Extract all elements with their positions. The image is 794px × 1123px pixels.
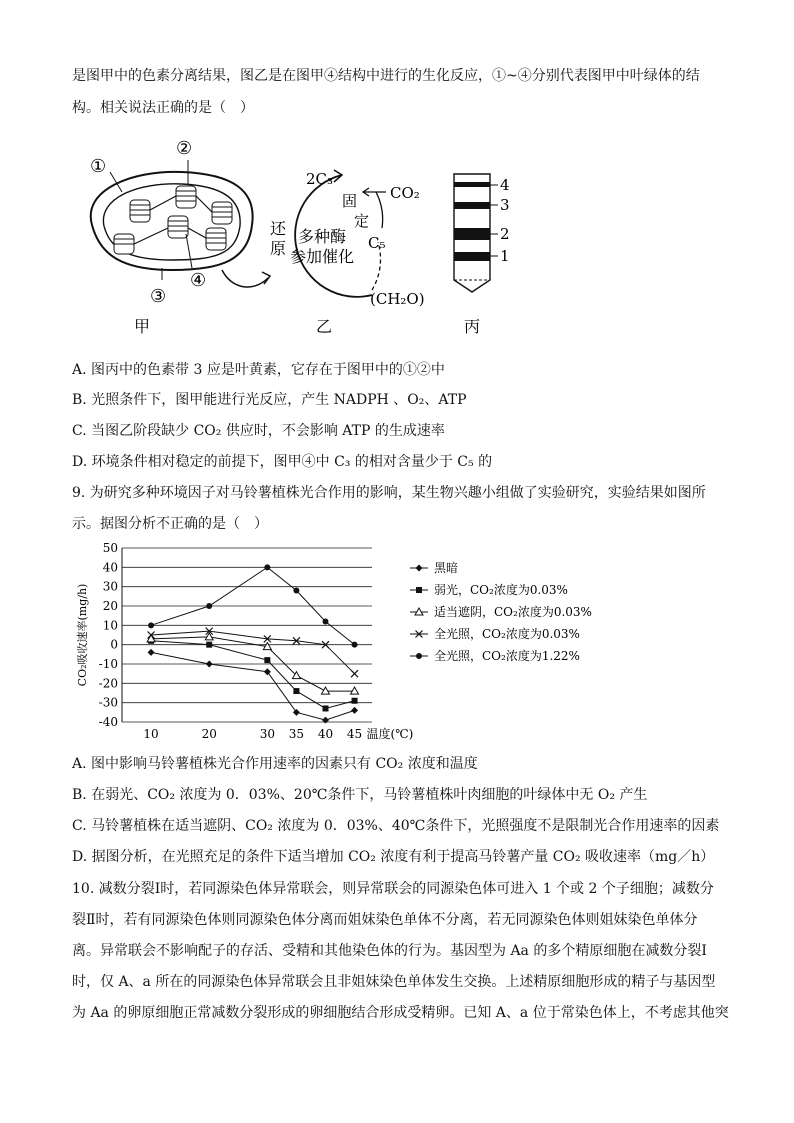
data-point <box>351 687 359 694</box>
y-tick-label: -40 <box>98 715 118 729</box>
y-tick-label: 20 <box>102 599 118 613</box>
q9-option-d: D. 据图分析，在光照充足的条件下适当增加 CO₂ 浓度有利于提高马铃薯产量 CO₂ 吸收速率（mg／h） <box>72 849 715 865</box>
caption-jia: 甲 <box>134 317 151 336</box>
co2-chart <box>72 540 632 745</box>
enzyme-line-2: 参加催化 <box>290 247 355 266</box>
band-2: 2 <box>500 225 510 243</box>
q10-line-1: 10. 减数分裂Ⅰ时，若同源染色体异常联会，则异常联会的同源染色体可进入 1 个或 2 个子细胞；减数分 <box>72 881 714 897</box>
x-tick-label: 35 <box>288 727 305 741</box>
y-tick-label: -10 <box>98 657 118 671</box>
data-point <box>148 622 154 628</box>
data-point <box>293 709 300 716</box>
data-point <box>322 618 328 624</box>
fix-char-1: 固 <box>342 192 358 210</box>
y-axis-label: CO₂吸收速率(mg/h) <box>76 583 89 687</box>
legend-label: 弱光，CO₂浓度为0.03% <box>434 583 568 597</box>
ch2o-label: (CH₂O) <box>370 290 425 308</box>
q10-line-5: 为 Aa 的卵原细胞正常减数分裂形成的卵细胞结合形成受精卵。已知 A、a 位于常染色体上，不考虑其他突 <box>72 1005 729 1021</box>
y-tick-label: 0 <box>110 637 118 652</box>
red-char-1: 还 <box>270 219 287 238</box>
q9-stem-2: 示。据图分析不正确的是（ ） <box>72 516 268 532</box>
data-point <box>293 588 299 594</box>
legend-label: 适当遮阴，CO₂浓度为0.03% <box>434 605 592 619</box>
caption-yi: 乙 <box>316 317 333 336</box>
legend-label: 黑暗 <box>434 561 459 575</box>
data-point <box>352 698 358 704</box>
q10-line-4: 时，仅 A、a 所在的同源染色体异常联会且非姐妹染色单体发生交换。上述精原细胞形成的精子与基因型 <box>72 974 716 990</box>
co2-label: CO₂ <box>390 184 420 202</box>
red-char-2: 原 <box>270 239 287 258</box>
data-point <box>206 642 212 648</box>
data-point <box>416 565 423 572</box>
q9-option-b: B. 在弱光、CO₂ 浓度为 0．03%、20℃条件下，马铃薯植株叶肉细胞的叶绿体中无 O₂ 产生 <box>72 787 648 803</box>
x-tick-label: 40 <box>317 727 334 741</box>
x-tick-label: 30 <box>259 727 275 741</box>
data-point <box>264 668 271 675</box>
data-point <box>322 705 328 711</box>
label-3: ③ <box>150 286 167 307</box>
band-1: 1 <box>500 247 510 265</box>
label-2: ② <box>176 138 193 159</box>
series-line <box>151 641 354 709</box>
q8-option-d: D. 环境条件相对稳定的前提下，图甲④中 C₃ 的相对含量少于 C₅ 的 <box>72 454 493 470</box>
legend-label: 全光照，CO₂浓度为0.03% <box>434 627 580 641</box>
q9-option-c: C. 马铃薯植株在适当遮阴、CO₂ 浓度为 0．03%、40℃条件下，光照强度不是限制光合作用速率的因素 <box>72 818 720 834</box>
x-tick-label: 10 <box>143 727 159 741</box>
data-point <box>206 661 213 668</box>
data-point <box>416 587 422 593</box>
q8-option-b: B. 光照条件下，图甲能进行光反应，产生 NADPH 、O₂、ATP <box>72 392 467 408</box>
data-point <box>352 642 358 648</box>
enzyme-line-1: 多种酶 <box>298 227 347 246</box>
y-tick-label: -30 <box>98 695 118 710</box>
chromatography-strip <box>454 174 510 336</box>
band-4: 4 <box>500 176 510 194</box>
label-4: ④ <box>190 270 207 291</box>
label-1: ① <box>90 156 107 177</box>
c5-label: C₅ <box>368 234 386 252</box>
data-point <box>264 564 270 570</box>
y-tick-label: 50 <box>102 541 118 555</box>
q9-option-a: A. 图中影响马铃薯植株光合作用速率的因素只有 CO₂ 浓度和温度 <box>72 756 478 772</box>
data-point <box>264 657 270 663</box>
q8-option-c: C. 当图乙阶段缺少 CO₂ 供应时，不会影响 ATP 的生成速率 <box>72 423 445 439</box>
data-point <box>351 707 358 714</box>
y-tick-label: 40 <box>102 560 118 575</box>
chloroplast-diagram <box>90 138 270 336</box>
intro-line-1: 是图甲中的色素分离结果，图乙是在图甲④结构中进行的生化反应，①~④分别代表图甲中叶绿体的结 <box>72 68 700 84</box>
calvin-cycle-diagram <box>270 170 425 336</box>
figure-chloroplast <box>72 130 532 340</box>
y-tick-label: 30 <box>102 579 118 594</box>
data-point <box>321 687 329 694</box>
c3-label: 2C₃ <box>306 170 334 188</box>
data-point <box>293 688 299 694</box>
q9-stem-1: 9. 为研究多种环境因子对马铃薯植株光合作用的影响，某生物兴趣小组做了实验研究，实验结果如图所 <box>72 485 706 501</box>
data-point <box>322 717 329 724</box>
fix-char-2: 定 <box>354 212 370 230</box>
data-point <box>148 649 155 656</box>
intro-line-2: 构。相关说法正确的是（ ） <box>72 100 254 116</box>
caption-bing: 丙 <box>464 317 481 336</box>
data-point <box>351 670 358 677</box>
x-tick-label: 45 <box>346 727 363 741</box>
q10-line-2: 裂Ⅱ时，若有同源染色体则同源染色体分离而姐妹染色单体不分离，若无同源染色体则姐妹染色单体分 <box>72 912 698 928</box>
q8-option-a: A. 图丙中的色素带 3 应是叶黄素，它存在于图甲中的①②中 <box>72 362 445 378</box>
y-tick-label: 10 <box>102 618 118 633</box>
legend-label: 全光照，CO₂浓度为1.22% <box>434 649 580 663</box>
data-point <box>206 603 212 609</box>
x-axis-label: 温度(℃) <box>366 727 414 741</box>
q10-line-3: 离。异常联会不影响配子的存活、受精和其他染色体的行为。基因型为 Aa 的多个精原细胞在减数分裂Ⅰ <box>72 943 707 959</box>
band-3: 3 <box>500 196 510 214</box>
y-tick-label: -20 <box>98 676 118 691</box>
data-point <box>416 653 422 659</box>
x-tick-label: 20 <box>201 727 217 741</box>
